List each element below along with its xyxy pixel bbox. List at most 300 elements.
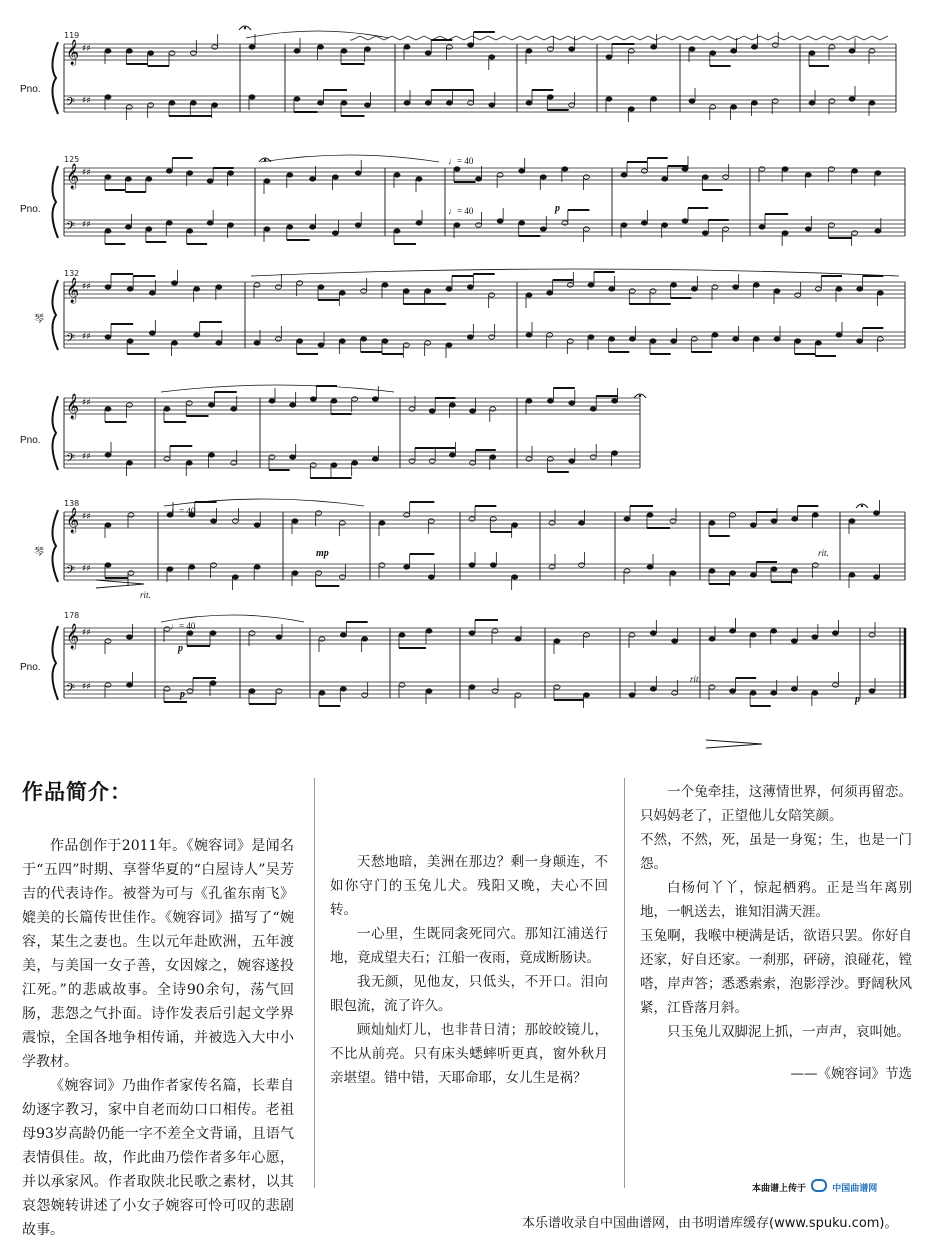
fermata-dot	[861, 505, 863, 507]
note-head	[425, 341, 431, 345]
note-head	[583, 175, 589, 179]
intro-paragraph: 作品创作于2011年。《婉容词》是闻名于“五四”时期、享誉华夏的“白屋诗人”吴芳吉的代表诗作。被誉为可与《孔雀东南飞》媲美的长篇传世佳作。《婉容词》描写了“婉容，某生之妻也。生以元年赴欧洲，五年渡美，与美国一女子善，女因嫁之，婉容遂投江死。”的悲戚故事。全诗90余句，荡气回肠，悲怨之气扑面。诗作发表后引起文学界震惊，全国各地争相传诵，并被选入大中小学教材。	[22, 838, 294, 1070]
note-head	[254, 341, 260, 345]
note-head	[339, 339, 345, 343]
note-head	[606, 97, 612, 101]
note-head	[662, 223, 668, 227]
note-head	[249, 95, 255, 99]
note-head	[166, 169, 172, 173]
note-head	[584, 633, 590, 637]
note-head	[379, 563, 385, 567]
note-head	[276, 635, 282, 639]
note-head	[425, 101, 431, 105]
note-head	[651, 45, 657, 49]
note-head	[468, 43, 474, 47]
note-head	[126, 105, 132, 109]
note-head	[331, 463, 337, 467]
bass-clef-icon: 𝄢	[66, 96, 76, 112]
vocal-label: 琴	[34, 314, 44, 325]
note-head	[404, 513, 410, 517]
note-head	[751, 45, 757, 49]
note-head	[812, 563, 818, 567]
note-head	[710, 105, 716, 109]
piano-label: Pno.	[20, 662, 41, 673]
treble-clef-icon: 𝄞	[66, 624, 80, 649]
poem-stanza: 不然，不然，死，虽是一身冤；生，也是一门怨。	[640, 832, 912, 872]
note-head	[340, 633, 346, 637]
key-signature-icon: ♯♯	[82, 168, 91, 178]
note-head	[547, 95, 553, 99]
note-head	[318, 285, 324, 289]
note-head	[476, 223, 482, 227]
diminuendo-hairpin	[96, 580, 144, 588]
note-head	[809, 51, 815, 55]
note-head	[647, 513, 653, 517]
note-head	[212, 103, 218, 107]
note-head	[264, 227, 270, 231]
note-head	[446, 45, 452, 49]
note-head	[849, 49, 855, 53]
note-head	[394, 173, 400, 177]
note-head	[339, 575, 345, 579]
note-head	[852, 169, 858, 173]
key-signature-icon: ♯♯	[82, 220, 91, 230]
note-head	[290, 455, 296, 459]
note-head	[641, 169, 647, 173]
note-head	[490, 407, 496, 411]
note-head	[341, 49, 347, 53]
note-head	[416, 221, 422, 225]
key-signature-icon: ♯♯	[82, 398, 91, 408]
note-head	[319, 691, 325, 695]
note-head	[361, 289, 367, 293]
note-head	[187, 631, 193, 635]
piano-label: Pno.	[20, 435, 41, 446]
note-head	[476, 177, 482, 181]
note-head	[105, 683, 111, 687]
note-head	[733, 337, 739, 341]
note-head	[125, 177, 131, 181]
note-head	[526, 293, 532, 297]
note-head	[409, 459, 415, 463]
note-head	[310, 463, 316, 467]
note-head	[670, 519, 676, 523]
note-head	[186, 401, 192, 405]
note-head	[547, 399, 553, 403]
bass-clef-icon: 𝄢	[66, 220, 76, 236]
staff-brace	[52, 396, 58, 470]
note-head	[774, 289, 780, 293]
intro-paragraph-2	[22, 1074, 294, 1242]
note-head	[105, 229, 111, 233]
poem-stanza: 只玉兔儿双脚泥上抓，一声声，哀叫她。	[667, 1024, 910, 1040]
note-head	[127, 461, 133, 465]
note-head	[849, 519, 855, 523]
note-head	[730, 629, 736, 633]
fermata-dot	[639, 395, 641, 397]
note-head	[209, 403, 215, 407]
note-head	[275, 285, 281, 289]
note-head	[753, 337, 759, 341]
note-head	[857, 339, 863, 343]
note-head	[651, 97, 657, 101]
note-head	[310, 397, 316, 401]
note-head	[105, 49, 111, 53]
note-head	[167, 567, 173, 571]
note-head	[105, 639, 111, 643]
note-head	[352, 397, 358, 401]
note-head	[771, 519, 777, 523]
note-head	[146, 227, 152, 231]
note-head	[730, 689, 736, 693]
note-head	[211, 563, 217, 567]
tempo-mark: ♩= 40	[448, 206, 474, 216]
note-head	[772, 43, 778, 47]
note-head	[869, 49, 875, 53]
note-head	[379, 521, 385, 525]
note-head	[771, 691, 777, 695]
note-head	[869, 633, 875, 637]
note-head	[425, 51, 431, 55]
note-head	[836, 333, 842, 337]
note-head	[492, 689, 498, 693]
note-head	[621, 223, 627, 227]
note-head	[127, 403, 133, 407]
note-head	[547, 333, 553, 337]
note-head	[629, 337, 635, 341]
note-head	[469, 685, 475, 689]
note-head	[125, 225, 131, 229]
note-head	[425, 289, 431, 293]
note-head	[515, 693, 521, 697]
note-head	[829, 45, 835, 49]
note-head	[489, 335, 495, 339]
note-head	[519, 169, 525, 173]
note-head	[449, 453, 455, 457]
note-head	[709, 637, 715, 641]
note-head	[750, 573, 756, 577]
key-signature-icon: ♯♯	[82, 332, 91, 342]
slur	[161, 385, 394, 392]
bass-clef-icon: 𝄢	[66, 332, 76, 348]
note-head	[612, 399, 618, 403]
note-head	[497, 219, 503, 223]
note-head	[210, 631, 216, 635]
key-signature-icon: ♯♯	[82, 44, 91, 54]
note-head	[316, 571, 322, 575]
note-head	[403, 289, 409, 293]
note-head	[470, 461, 476, 465]
note-head	[190, 51, 196, 55]
note-head	[547, 47, 553, 51]
note-head	[759, 167, 765, 171]
note-head	[795, 339, 801, 343]
note-head	[332, 231, 338, 235]
note-head	[372, 397, 378, 401]
note-head	[127, 683, 133, 687]
note-head	[269, 455, 275, 459]
note-head	[232, 575, 238, 579]
poem-stanza: 天愁地暗，美洲在那边？剩一身颠连，不如你守门的玉兔儿犬。残阳又晚，夫心不回转。	[330, 854, 608, 918]
note-head	[146, 177, 152, 181]
note-head	[836, 287, 842, 291]
measure-number: 119	[64, 31, 80, 40]
note-head	[650, 631, 656, 635]
treble-clef-icon: 𝄞	[66, 508, 80, 533]
note-head	[467, 335, 473, 339]
note-head	[549, 565, 555, 569]
note-head	[264, 179, 270, 183]
note-head	[772, 99, 778, 103]
note-head	[228, 171, 234, 175]
note-head	[723, 175, 729, 179]
measure-number: 178	[64, 611, 80, 620]
piano-label: Pno.	[20, 204, 41, 215]
site-logo-icon	[811, 1179, 827, 1192]
note-head	[849, 573, 855, 577]
note-head	[750, 633, 756, 637]
dynamic-mark: p	[180, 689, 185, 700]
note-head	[875, 229, 881, 233]
note-head	[609, 337, 615, 341]
note-head	[815, 287, 821, 291]
staff-brace	[52, 166, 58, 238]
dynamic-mark: p	[855, 694, 860, 705]
note-head	[128, 513, 134, 517]
note-head	[792, 569, 798, 573]
slur	[246, 31, 389, 38]
note-head	[569, 47, 575, 51]
rit-mark: rit.	[140, 590, 151, 600]
dynamic-mark: p	[178, 643, 183, 654]
note-head	[426, 689, 432, 693]
upload-note	[752, 1179, 877, 1194]
note-head	[489, 103, 495, 107]
note-head	[832, 631, 838, 635]
note-head	[341, 101, 347, 105]
note-head	[612, 451, 618, 455]
tempo-mark: ♩= 40	[448, 156, 474, 166]
note-head	[569, 459, 575, 463]
note-head	[689, 99, 695, 103]
diminuendo-hairpin	[706, 740, 762, 748]
key-signature-icon: ♯♯	[82, 628, 91, 638]
note-head	[228, 223, 234, 227]
staff-brace	[52, 626, 58, 700]
note-head	[207, 179, 213, 183]
note-head	[782, 231, 788, 235]
note-head	[216, 341, 222, 345]
intro-paragraph-text: 《婉容词》乃曲作者家传名篇，长辈自幼逐字教习，家中自老而幼口口相传。老祖母93岁高龄仍能一字不差全文背诵，且语气表情俱佳。故，作此曲乃偿作者多年心愿，并以承家风。作者取陕北民歌之素材，以其哀怨婉转讲述了小女子婉容可怜可叹的悲剧故事。	[22, 1078, 294, 1238]
note-head	[310, 177, 316, 181]
note-head	[512, 575, 518, 579]
note-head	[641, 221, 647, 225]
note-head	[339, 291, 345, 295]
note-head	[670, 571, 676, 575]
note-head	[590, 455, 596, 459]
note-head	[339, 521, 345, 525]
note-head	[567, 283, 573, 287]
note-head	[874, 511, 880, 515]
note-head	[210, 681, 216, 685]
note-head	[446, 101, 452, 105]
note-head	[355, 171, 361, 175]
note-head	[372, 457, 378, 461]
poem-stanza: 白杨何丫丫，惊起栖鸦。正是当年离别地，一帆送去，谁知泪满天涯。	[640, 880, 912, 920]
dynamic-mark: mp	[316, 548, 329, 559]
key-signature-icon: ♯♯	[82, 96, 91, 106]
note-head	[394, 229, 400, 233]
note-head	[583, 227, 589, 231]
note-head	[297, 339, 303, 343]
note-head	[148, 51, 154, 55]
intro-column-1	[22, 780, 294, 1242]
slur	[164, 499, 364, 506]
note-head	[750, 523, 756, 527]
note-head	[812, 691, 818, 695]
treble-clef-icon: 𝄞	[66, 278, 80, 303]
note-head	[310, 225, 316, 229]
note-head	[149, 331, 155, 335]
note-head	[579, 563, 585, 567]
note-head	[710, 51, 716, 55]
note-head	[399, 633, 405, 637]
note-head	[750, 691, 756, 695]
note-head	[512, 523, 518, 527]
note-head	[454, 167, 460, 171]
poem-excerpt	[330, 850, 608, 1090]
note-head	[164, 407, 170, 411]
note-head	[365, 47, 371, 51]
note-head	[691, 287, 697, 291]
note-head	[562, 167, 568, 171]
note-head	[403, 343, 409, 347]
note-head	[105, 523, 111, 527]
note-head	[702, 231, 708, 235]
note-head	[829, 99, 835, 103]
note-head	[127, 635, 133, 639]
note-head	[172, 281, 178, 285]
note-head	[490, 517, 496, 521]
slur	[261, 155, 439, 162]
note-head	[526, 457, 532, 461]
key-signature-icon: ♯♯	[82, 282, 91, 292]
note-head	[105, 175, 111, 179]
note-head	[554, 639, 560, 643]
note-head	[490, 455, 496, 459]
note-head	[712, 333, 718, 337]
note-head	[169, 101, 175, 105]
note-head	[404, 565, 410, 569]
note-head	[454, 223, 460, 227]
note-head	[647, 565, 653, 569]
note-head	[404, 45, 410, 49]
note-head	[709, 685, 715, 689]
tempo-mark: ♩= 40	[170, 506, 196, 516]
note-head	[331, 399, 337, 403]
column-divider	[624, 778, 625, 1188]
note-head	[254, 283, 260, 287]
note-head	[490, 563, 496, 567]
note-head	[751, 101, 757, 105]
note-head	[733, 285, 739, 289]
note-head	[186, 461, 192, 465]
key-signature-icon: ♯♯	[82, 564, 91, 574]
note-head	[782, 167, 788, 171]
note-head	[621, 173, 627, 177]
note-head	[469, 631, 475, 635]
note-head	[671, 283, 677, 287]
note-head	[829, 167, 835, 171]
note-head	[187, 689, 193, 693]
upload-brand: 中国曲谱网	[832, 1184, 878, 1194]
staff-brace	[52, 280, 58, 350]
note-head	[275, 337, 281, 341]
bass-clef-icon: 𝄢	[66, 564, 76, 580]
note-head	[249, 45, 255, 49]
staff-brace	[52, 510, 58, 582]
note-head	[515, 637, 521, 641]
measure-number: 125	[64, 155, 80, 164]
note-head	[554, 685, 560, 689]
note-head	[567, 339, 573, 343]
note-head	[232, 519, 238, 523]
note-head	[187, 229, 193, 233]
note-head	[609, 287, 615, 291]
note-head	[105, 563, 111, 567]
note-head	[404, 101, 410, 105]
note-head	[292, 519, 298, 523]
note-head	[540, 175, 546, 179]
note-head	[249, 689, 255, 693]
note-head	[164, 687, 170, 691]
note-head	[628, 107, 634, 111]
note-head	[712, 285, 718, 289]
note-head	[809, 101, 815, 105]
note-head	[526, 101, 532, 105]
note-head	[526, 49, 532, 53]
note-head	[874, 575, 880, 579]
note-head	[547, 457, 553, 461]
note-head	[318, 45, 324, 49]
key-signature-icon: ♯♯	[82, 682, 91, 692]
fermata-dot	[264, 159, 266, 161]
note-head	[469, 517, 475, 521]
note-head	[468, 101, 474, 105]
note-head	[730, 513, 736, 517]
note-head	[294, 49, 300, 53]
note-head	[519, 221, 525, 225]
note-head	[207, 221, 213, 225]
note-head	[149, 291, 155, 295]
note-head	[672, 639, 678, 643]
note-head	[730, 571, 736, 575]
treble-clef-icon: 𝄞	[66, 40, 80, 65]
note-head	[287, 173, 293, 177]
column-divider	[314, 778, 315, 1188]
note-head	[852, 231, 858, 235]
note-head	[689, 47, 695, 51]
note-head	[290, 403, 296, 407]
note-head	[489, 293, 495, 297]
note-head	[731, 49, 737, 53]
note-head	[526, 333, 532, 337]
note-head	[492, 629, 498, 633]
note-head	[467, 285, 473, 289]
note-head	[276, 689, 282, 693]
note-head	[105, 453, 111, 457]
note-head	[164, 457, 170, 461]
